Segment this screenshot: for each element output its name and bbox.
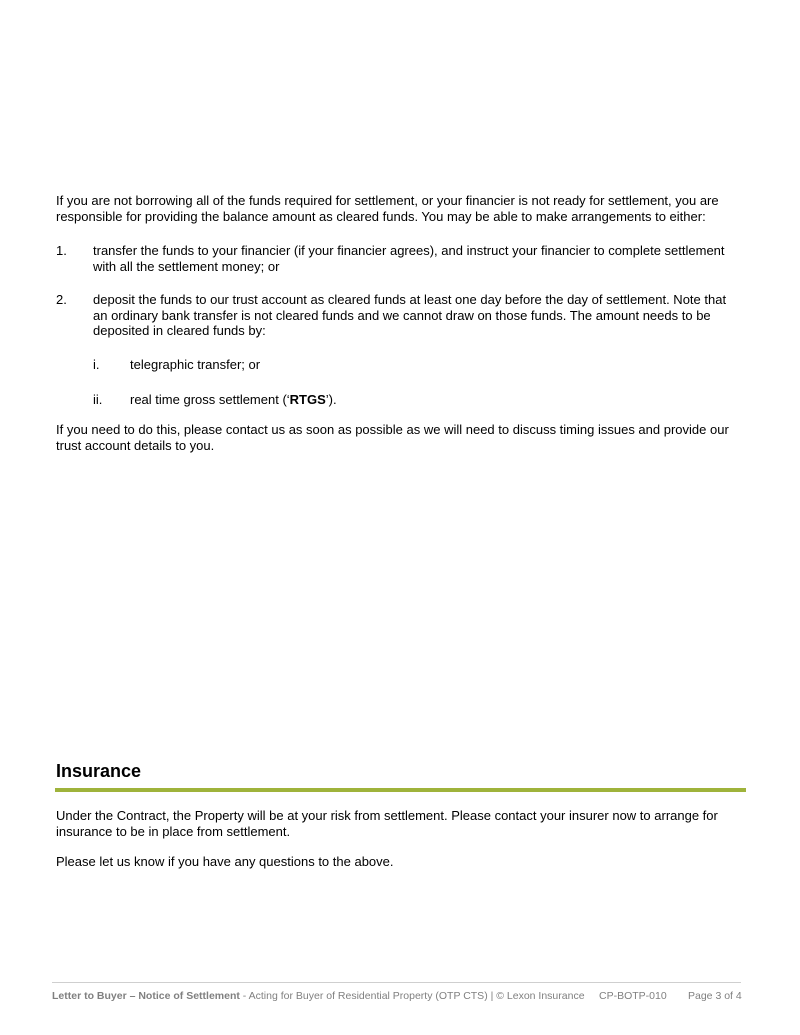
sub-item-number: ii. bbox=[93, 392, 103, 407]
footer-subtitle: - Acting for Buyer of Residential Property (OTP CTS) | © Lexon Insurance bbox=[239, 990, 585, 1002]
sub-item-text bbox=[130, 392, 740, 408]
list-item-text: deposit the funds to our trust account as cleared funds at least one day before the day of settlement. Note that an ordinary bank transfer is not cleared funds and we cannot draw on those funds. The amount needs to be deposited in cleared funds by: bbox=[93, 292, 727, 338]
list-item-text: transfer the funds to your financier (if your financier agrees), and instruct your financier to complete settlement with all the settlement money; or bbox=[93, 243, 725, 274]
sub-item-text-start: real time gross settlement (‘ bbox=[130, 392, 290, 407]
sub-item-text-end: ’). bbox=[325, 392, 337, 407]
insurance-heading: Insurance bbox=[56, 761, 142, 781]
list-item-number: 1. bbox=[56, 243, 67, 258]
sub-item-text: telegraphic transfer; or bbox=[130, 357, 261, 372]
footer-doc-title bbox=[52, 990, 585, 1002]
section-divider bbox=[55, 788, 746, 792]
footer-doc-code: CP-BOTP-010 bbox=[599, 990, 667, 1002]
footer-divider bbox=[52, 982, 741, 983]
intro-paragraph: If you are not borrowing all of the funds required for settlement, or your financier is not ready for settlement, you are responsible for providing the balance amount as cleared funds. You may be able to make arrangements to either: bbox=[56, 193, 719, 224]
contact-paragraph: If you need to do this, please contact us as soon as possible as we will need to discuss timing issues and provide our trust account details to you. bbox=[56, 422, 729, 453]
insurance-paragraph: Under the Contract, the Property will be at your risk from settlement. Please contact your insurer now to arrange for insurance to be in place from settlement. bbox=[56, 808, 718, 839]
rtgs-term: RTGS bbox=[289, 392, 326, 407]
sub-item-number: i. bbox=[93, 357, 100, 372]
questions-paragraph: Please let us know if you have any questions to the above. bbox=[56, 854, 394, 869]
list-item-number: 2. bbox=[56, 292, 67, 307]
footer-page-number: Page 3 of 4 bbox=[688, 990, 742, 1002]
footer-title: Letter to Buyer – Notice of Settlement bbox=[52, 990, 240, 1002]
footer bbox=[52, 990, 742, 1003]
